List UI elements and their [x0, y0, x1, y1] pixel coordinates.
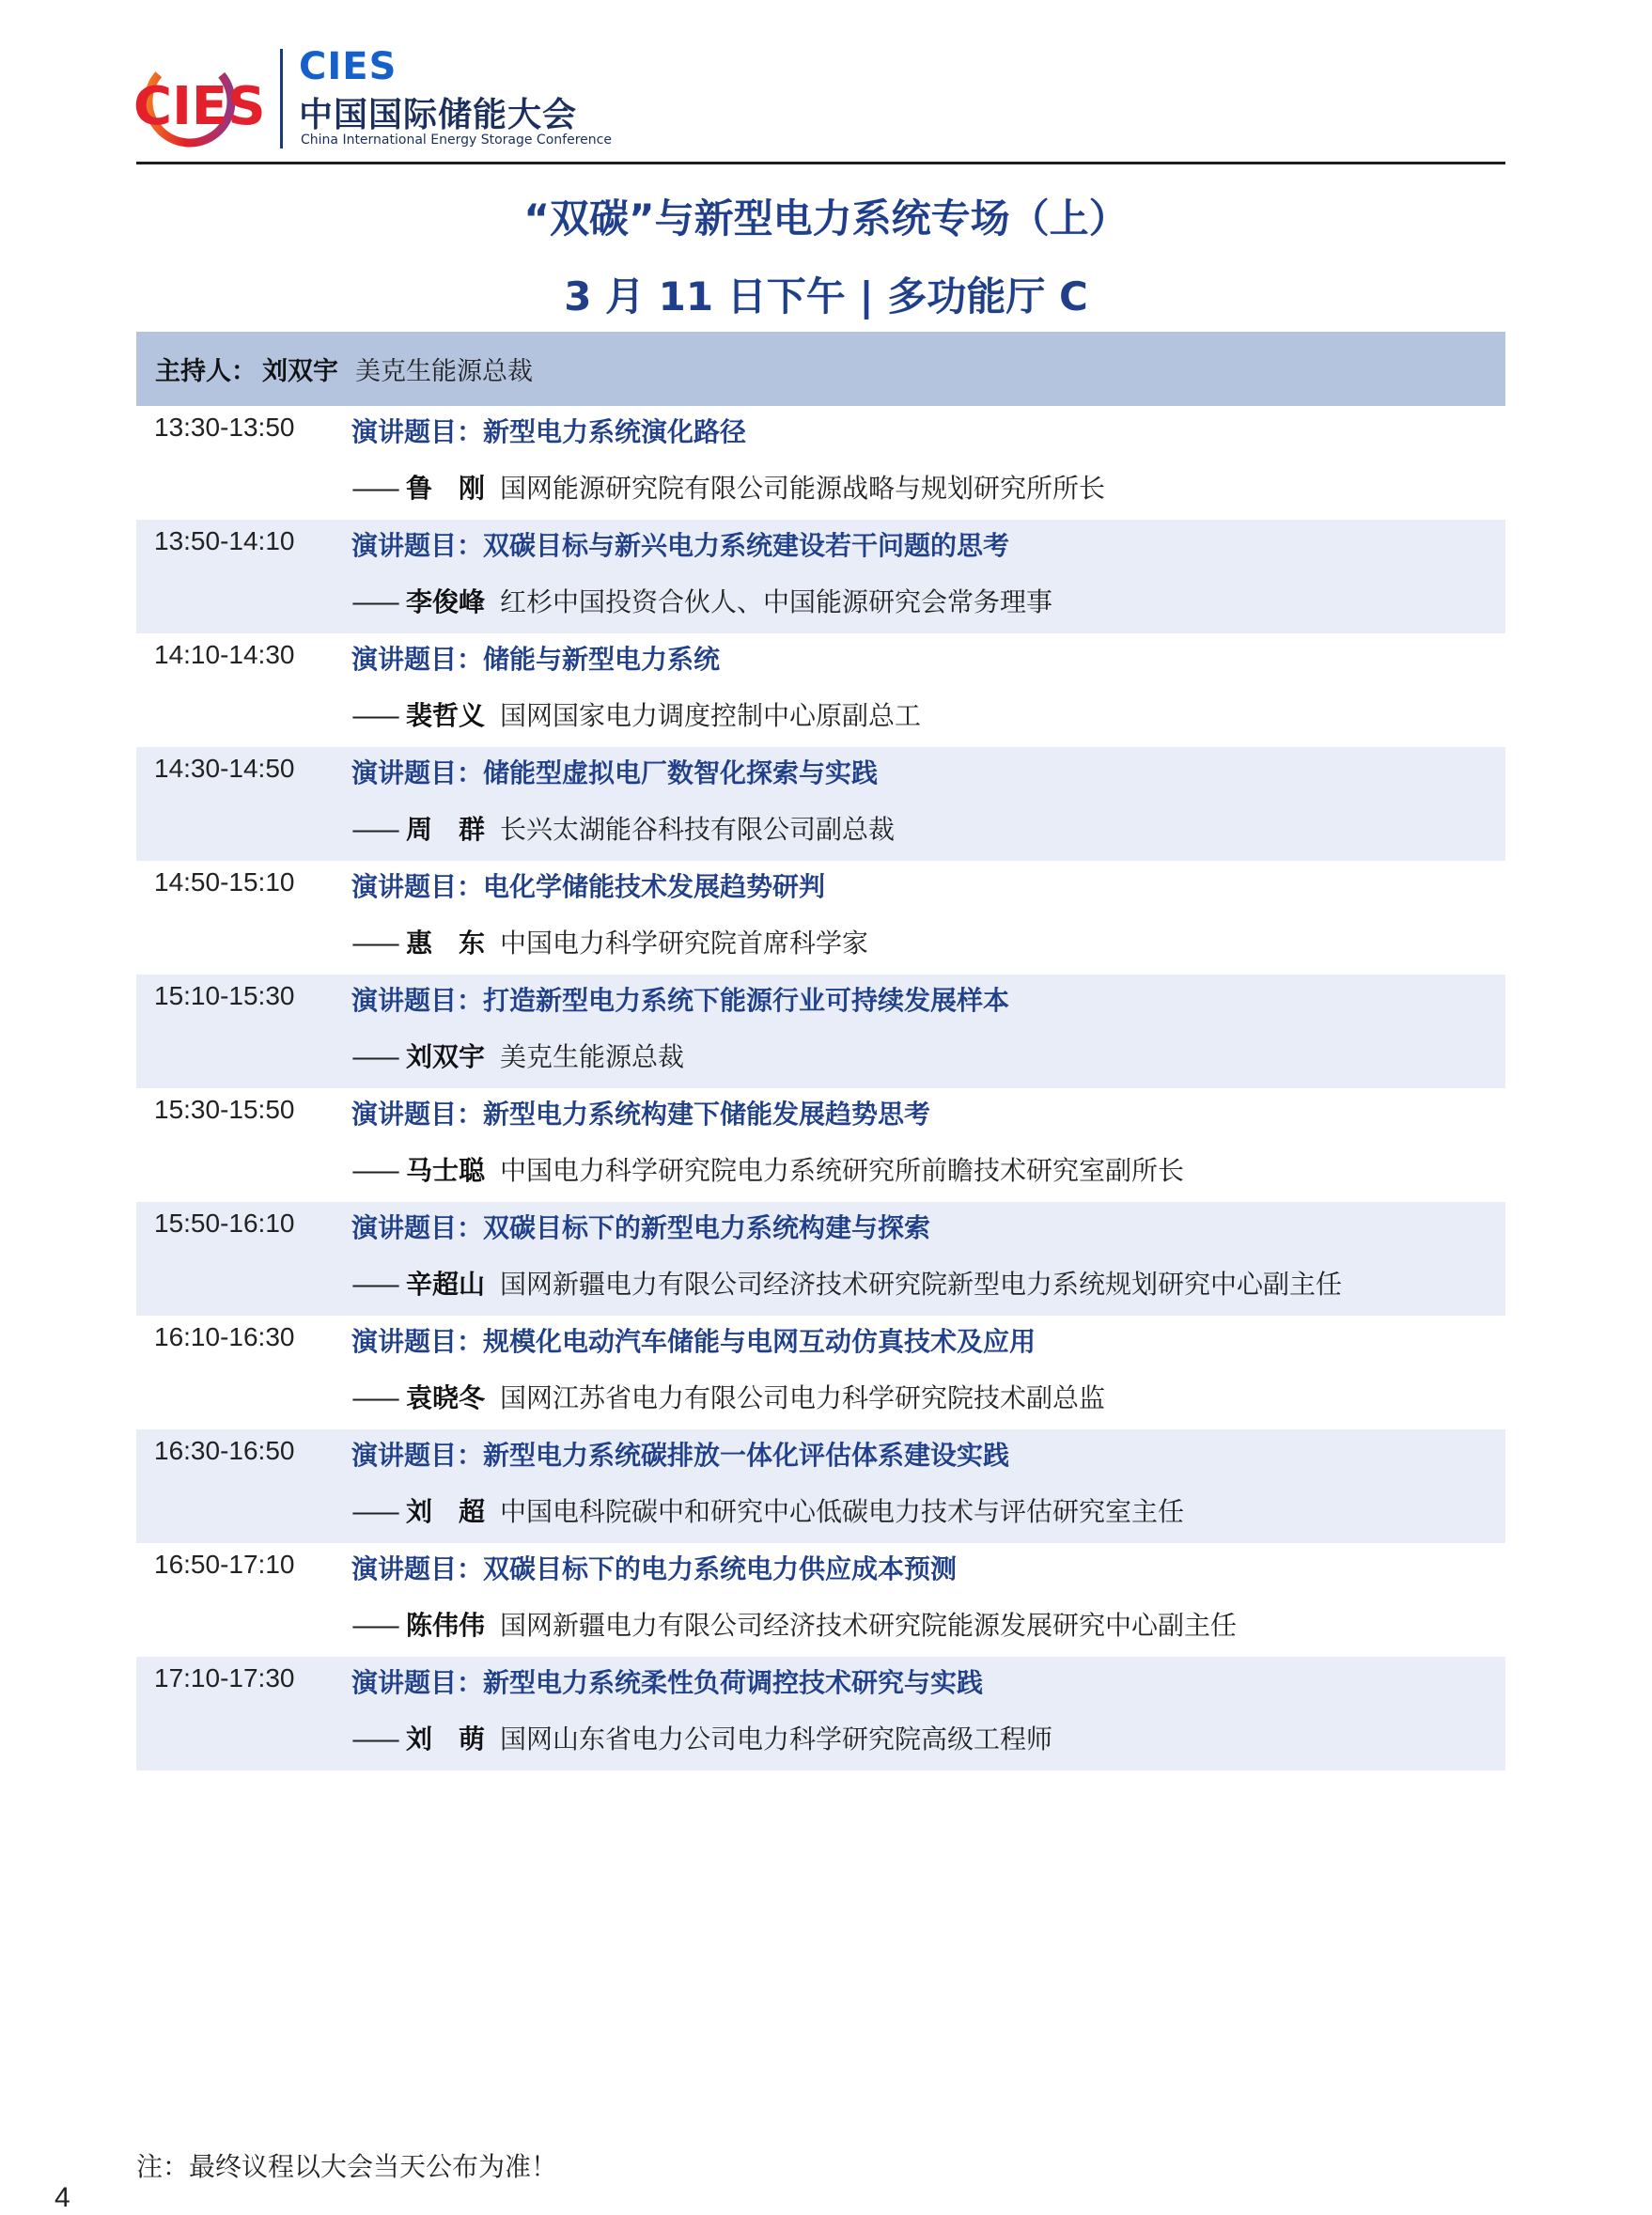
speaker-affiliation: 国网新疆电力有限公司经济技术研究院能源发展研究中心副主任 [500, 1610, 1238, 1641]
dash-separator: —— [351, 1269, 397, 1300]
brand-short: CIES [299, 45, 397, 88]
dash-separator: —— [351, 1724, 397, 1755]
speaker-name: 陈伟伟 [406, 1610, 486, 1641]
dash-separator: —— [351, 928, 397, 959]
footer-note: 注：最终议程以大会当天公布为准！ [136, 2151, 558, 2182]
agenda-row [136, 1543, 1505, 1657]
speaker-line [351, 1491, 1184, 1529]
brand-chinese-name: 中国国际储能大会 [299, 96, 578, 134]
session-topic: 演讲题目：电化学储能技术发展趋势研判 [351, 871, 826, 902]
logo-text: CIES [133, 76, 266, 137]
agenda-row [136, 633, 1505, 747]
session-time: 15:50-16:10 [154, 1209, 295, 1238]
session-topic: 演讲题目：双碳目标下的新型电力系统构建与探索 [351, 1212, 931, 1243]
session-topic: 演讲题目：双碳目标与新兴电力系统建设若干问题的思考 [351, 530, 1010, 561]
agenda-row [136, 975, 1505, 1088]
dash-separator: —— [351, 1041, 397, 1072]
agenda-row [136, 1429, 1505, 1543]
speaker-line [351, 1605, 1237, 1643]
speaker-name: 刘双宇 [406, 1041, 486, 1072]
logo-divider [280, 49, 283, 148]
speaker-affiliation: 国网新疆电力有限公司经济技术研究院新型电力系统规划研究中心副主任 [500, 1269, 1343, 1300]
session-topic: 演讲题目：新型电力系统碳排放一体化评估体系建设实践 [351, 1440, 1010, 1471]
session-topic: 演讲题目：储能与新型电力系统 [351, 644, 721, 675]
cies-logo [132, 53, 273, 156]
agenda-row [136, 520, 1505, 633]
dash-separator: —— [351, 1155, 397, 1186]
session-time: 14:30-14:50 [154, 754, 295, 783]
session-topic: 演讲题目：新型电力系统构建下储能发展趋势思考 [351, 1099, 931, 1130]
session-time: 13:50-14:10 [154, 526, 295, 555]
dash-separator: —— [351, 473, 397, 504]
dash-separator: —— [351, 1382, 397, 1413]
speaker-line [351, 1037, 684, 1074]
brand-english-name: China International Energy Storage Conference [301, 133, 612, 148]
speaker-affiliation: 国网国家电力调度控制中心原副总工 [500, 700, 922, 731]
speaker-affiliation: 红杉中国投资合伙人、中国能源研究会常务理事 [500, 586, 1053, 617]
speaker-affiliation: 中国电科院碳中和研究中心低碳电力技术与评估研究室主任 [500, 1496, 1185, 1527]
dash-separator: —— [351, 1610, 397, 1641]
page-header [132, 38, 1504, 160]
speaker-name: 刘 超 [406, 1496, 486, 1527]
header-rule [136, 162, 1505, 164]
speaker-line [351, 1264, 1342, 1302]
session-time: 13:30-13:50 [154, 413, 295, 442]
session-time: 15:30-15:50 [154, 1095, 295, 1124]
speaker-affiliation: 国网山东省电力公司电力科学研究院高级工程师 [500, 1724, 1053, 1755]
speaker-affiliation: 中国电力科学研究院电力系统研究所前瞻技术研究室副所长 [500, 1155, 1185, 1186]
speaker-affiliation: 国网能源研究院有限公司能源战略与规划研究所所长 [500, 473, 1106, 504]
agenda-row [136, 861, 1505, 975]
session-topic: 演讲题目：打造新型电力系统下能源行业可持续发展样本 [351, 985, 1010, 1016]
speaker-affiliation: 美克生能源总裁 [500, 1041, 685, 1072]
agenda-row [136, 1088, 1505, 1202]
dash-separator: —— [351, 814, 397, 845]
session-topic: 演讲题目：新型电力系统柔性负荷调控技术研究与实践 [351, 1667, 984, 1698]
session-topic: 演讲题目：双碳目标下的电力系统电力供应成本预测 [351, 1553, 958, 1584]
agenda-table [136, 406, 1505, 1770]
speaker-line [351, 1378, 1105, 1415]
speaker-line [351, 468, 1105, 506]
session-time: 17:10-17:30 [154, 1663, 295, 1692]
speaker-name: 袁晓冬 [406, 1382, 486, 1413]
speaker-line [351, 582, 1052, 619]
page-number: 4 [55, 2182, 70, 2213]
session-topic: 演讲题目：新型电力系统演化路径 [351, 416, 747, 447]
session-title: “双碳”与新型电力系统专场（上） [523, 195, 1129, 242]
speaker-line [351, 809, 895, 847]
session-time: 14:10-14:30 [154, 640, 295, 669]
session-time: 16:10-16:30 [154, 1322, 295, 1351]
speaker-name: 刘 萌 [406, 1724, 486, 1755]
dash-separator: —— [351, 700, 397, 731]
session-datetime-venue: 3 月 11 日下午 | 多功能厅 C [564, 273, 1088, 320]
speaker-line [351, 1719, 1052, 1756]
session-time: 16:50-17:10 [154, 1550, 295, 1579]
agenda-row [136, 406, 1505, 520]
speaker-name: 惠 东 [406, 928, 486, 959]
agenda-row [136, 1657, 1505, 1770]
session-topic: 演讲题目：储能型虚拟电厂数智化探索与实践 [351, 757, 879, 788]
speaker-line [351, 1150, 1184, 1188]
speaker-name: 周 群 [406, 814, 486, 845]
host-name: 刘双宇 [262, 357, 338, 386]
dash-separator: —— [351, 1496, 397, 1527]
speaker-name: 裴哲义 [406, 700, 486, 731]
dash-separator: —— [351, 586, 397, 617]
host-label: 主持人： [155, 357, 257, 386]
speaker-affiliation: 长兴太湖能谷科技有限公司副总裁 [500, 814, 896, 845]
speaker-name: 李俊峰 [406, 586, 486, 617]
agenda-row [136, 1316, 1505, 1429]
host-bar [136, 332, 1505, 406]
speaker-name: 鲁 刚 [406, 473, 486, 504]
speaker-affiliation: 国网江苏省电力有限公司电力科学研究院技术副总监 [500, 1382, 1106, 1413]
speaker-affiliation: 中国电力科学研究院首席科学家 [500, 928, 869, 959]
session-time: 14:50-15:10 [154, 867, 295, 897]
session-time: 16:30-16:50 [154, 1436, 295, 1465]
speaker-line [351, 695, 921, 733]
agenda-row [136, 1202, 1505, 1316]
session-time: 15:10-15:30 [154, 981, 295, 1010]
agenda-row [136, 747, 1505, 861]
host-title: 美克生能源总裁 [355, 357, 533, 386]
session-topic: 演讲题目：规模化电动汽车储能与电网互动仿真技术及应用 [351, 1326, 1036, 1357]
speaker-line [351, 923, 868, 960]
speaker-name: 马士聪 [406, 1155, 486, 1186]
speaker-name: 辛超山 [406, 1269, 486, 1300]
